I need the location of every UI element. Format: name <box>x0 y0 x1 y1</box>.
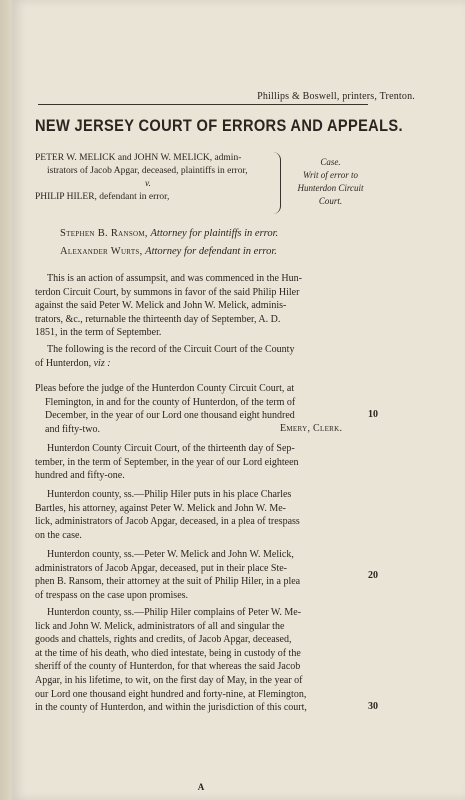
parties-line-4: PHILIP HILER, defendant in error, <box>35 192 170 202</box>
paragraph-7 <box>35 606 365 715</box>
versus: v. <box>145 179 151 189</box>
book-gutter <box>0 0 12 800</box>
text-line: goods and chattels, rights and credits, of Jacob Apgar, deceased, <box>35 634 292 646</box>
brace <box>272 152 281 214</box>
defendant-attorney <box>60 246 460 257</box>
text-line: in the county of Hunterdon, and within the jurisdiction of this court, <box>35 702 307 714</box>
line-number-30: 30 <box>368 701 378 712</box>
paragraph-6 <box>35 548 365 602</box>
case-note-line-1: Case. <box>320 157 341 167</box>
clerk-signature: Emery, Clerk. <box>280 423 343 434</box>
line-number-20: 20 <box>368 570 378 581</box>
text-line: on the case. <box>35 529 82 541</box>
text-line: at the time of his death, who died intestate, being in custody of the <box>35 647 301 659</box>
text-line: The following is the record of the Circuit Court of the County <box>47 344 295 355</box>
line-number-10: 10 <box>368 409 378 420</box>
viz-word: viz : <box>93 357 111 369</box>
text-line: Pleas before the judge of the Hunterdon County Circuit Court, at <box>35 383 295 394</box>
text-line: and fifty-two. <box>45 423 100 435</box>
case-parties <box>35 152 275 204</box>
text-line: lick, administrators of Jacob Apgar, deceased, in a plea of trespass <box>35 516 300 528</box>
text-line: Bartles, his attorney, against Peter W. Melick and John W. Me- <box>35 502 286 514</box>
case-note-line-4: Court. <box>318 196 343 206</box>
text-line: trators, &c., returnable the thirteenth day of September, A. D. <box>35 313 281 325</box>
text-line: sheriff of the county of Hunterdon, for that whereas the said Jacob <box>35 661 301 673</box>
text-line: This is an action of assumpsit, and was commenced in the Hun- <box>47 273 302 284</box>
text-line: tember, in the term of September, in the year of our Lord eighteen <box>35 456 299 468</box>
plaintiff-attorney-name: Stephen B. Ransom, <box>60 228 148 239</box>
case-note-line-3: Hunterdon Circuit <box>297 183 364 193</box>
paragraph-4 <box>35 442 365 483</box>
text-line: Apgar, in his lifetime, to wit, on the first day of May, in the year of <box>35 674 303 686</box>
text-line: December, in the year of our Lord one thousand eight hundred <box>45 410 295 422</box>
printer-imprint: Phillips & Boswell, printers, Trenton. <box>257 91 415 102</box>
text-line: Flemington, in and for the county of Hunterdon, of the term of <box>45 396 296 408</box>
text-line: Hunterdon county, ss.—Philip Hiler complains of Peter W. Me- <box>47 607 302 618</box>
plaintiff-attorney <box>60 228 460 239</box>
parties-line-1: PETER W. MELICK and JOHN W. MELICK, admin- <box>35 153 242 163</box>
defendant-attorney-role: Attorney for defendant in error. <box>145 246 277 257</box>
parties-line-2: istrators of Jacob Apgar, deceased, plaintiffs in error, <box>47 166 248 176</box>
text-line: Hunterdon county, ss.—Peter W. Melick and John W. Melick, <box>47 549 294 560</box>
text-line: administrators of Jacob Apgar, deceased, put in their place Ste- <box>35 562 288 574</box>
header-rule <box>38 104 368 105</box>
court-title: NEW JERSEY COURT OF ERRORS AND APPEALS. <box>35 116 403 135</box>
text-line: terdon Circuit Court, by summons in favor of the said Philip Hiler <box>35 286 300 298</box>
text-line: our Lord one thousand eight hundred and forty-nine, at Flemington, <box>35 688 307 700</box>
text-line: lick and John W. Melick, administrators of all and singular the <box>35 620 285 632</box>
text-line: of Hunterdon, <box>35 357 92 369</box>
signature-mark: A <box>197 782 205 792</box>
paragraph-5 <box>35 488 365 542</box>
text-line: Hunterdon County Circuit Court, of the thirteenth day of Sep- <box>47 443 295 454</box>
text-line: 1851, in the term of September. <box>35 327 162 339</box>
text-line: hundred and fifty-one. <box>35 470 125 482</box>
text-line: against the said Peter W. Melick and John W. Melick, adminis- <box>35 300 287 312</box>
defendant-attorney-name: Alexander Wurts, <box>60 246 143 257</box>
case-note-line-2: Writ of error to <box>303 170 358 180</box>
paragraph-1 <box>35 272 365 340</box>
text-line: of trespass on the case upon promises. <box>35 589 189 601</box>
case-note <box>283 156 378 208</box>
plaintiff-attorney-role: Attorney for plaintiffs in error. <box>150 228 279 239</box>
paragraph-2 <box>35 343 365 370</box>
text-line: phen B. Ransom, their attorney at the suit of Philip Hiler, in a plea <box>35 576 301 588</box>
text-line: Hunterdon county, ss.—Philip Hiler puts in his place Charles <box>47 489 292 500</box>
